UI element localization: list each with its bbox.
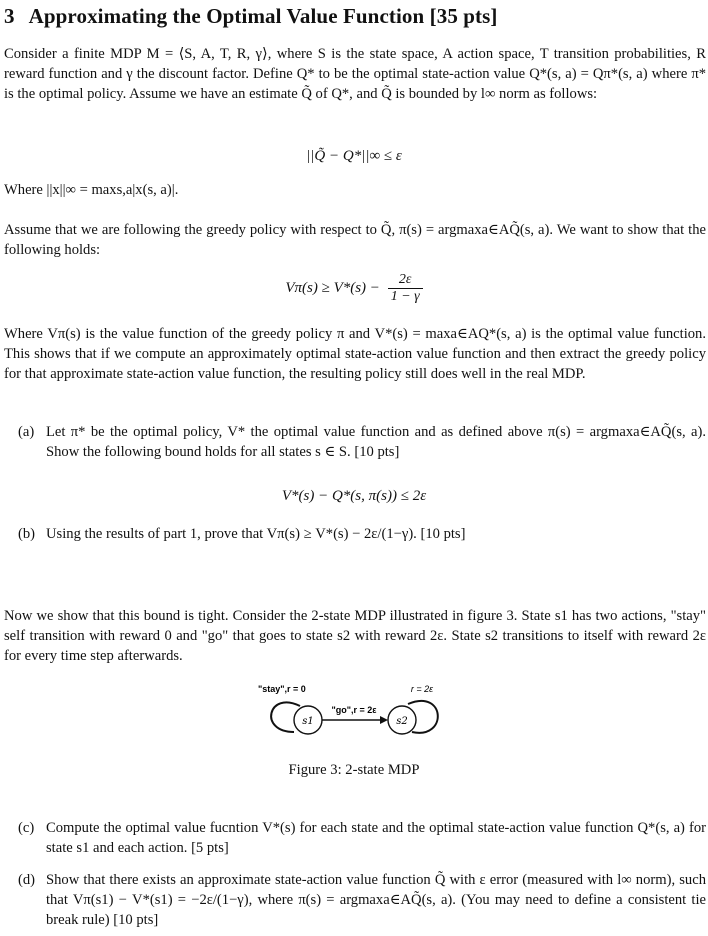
part-d (18, 870, 706, 930)
part-a-equation: V*(s) − Q*(s, π(s)) ≤ 2ε (281, 488, 427, 504)
stay-label: "stay",r = 0 (258, 684, 306, 694)
equation-main-lhs: Vπ(s) ≥ V*(s) − (285, 279, 380, 296)
section-title: Approximating the Optimal Value Function [35 pts] (28, 4, 498, 28)
tight-paragraph: Now we show that this bound is tight. Consider the 2-state MDP illustrated in figure 3. State s1 has two actions, "stay" self transition with reward 0 and "go" that goes to state s2 with reward 2ε. State s2 transitions to itself with reward 2ε for every time step afterwards. (4, 608, 706, 664)
where-paragraph: Where Vπ(s) is the value function of the greedy policy π and V*(s) = maxa∈AQ*(s, a) is the optimal value function. This shows that if we compute an approximately optimal state-action value function and then extract the greedy policy for that approximate state-action value function, the resulting policy still does well in the real MDP. (4, 326, 706, 382)
part-b (18, 524, 706, 544)
state-s2-label: s2 (396, 716, 408, 727)
state-s1-label: s1 (302, 716, 314, 727)
part-a-text: Let π* be the optimal policy, V* the optimal value function and as defined above π(s) = argmaxa∈AQ̃(s, a). Show the following bound holds for all states s ∈ S. [10 pts] (46, 424, 706, 460)
part-d-text: Show that there exists an approximate state-action value function Q̃ with ε error (measured with l∞ norm), such that Vπ(s1) − V*(s1) = −2ε/(1−γ), where π(s) = argmaxa∈AQ̃(s, a). (You may need to define a consistent tie break rule) [10 pts] (46, 872, 706, 928)
equation-main (0, 272, 708, 305)
go-label: "go",r = 2ε (331, 705, 377, 715)
equation-bound: ||Q̃ − Q*||∞ ≤ ε (306, 148, 402, 164)
section-heading (4, 4, 498, 29)
section-number: 3 (4, 4, 15, 28)
go-arrowhead (380, 716, 388, 724)
equation-main-fraction (388, 272, 423, 305)
fraction-numerator: 2ε (388, 272, 423, 289)
self-loop-label: r = 2ε (410, 684, 434, 694)
norm-definition: Where ||x||∞ = maxs,a|x(s, a)|. (4, 182, 179, 198)
part-b-text: Using the results of part 1, prove that Vπ(s) ≥ V*(s) − 2ε/(1−γ). [10 pts] (46, 526, 466, 542)
intro-paragraph: Consider a finite MDP M = ⟨S, A, T, R, γ⟩, where S is the state space, A action space, T transition probabilities, R reward function and γ the discount factor. Define Q* to be the optimal state-action value Q*(s, a) = Qπ*(s, a) where π* is the optimal policy. Assume we have an estimate Q̃ of Q*, and Q̃ is bounded by l∞ norm as follows: (4, 46, 706, 102)
figure-caption: Figure 3: 2-state MDP (288, 762, 420, 778)
part-b-label: (b) (18, 526, 36, 542)
part-c (18, 818, 706, 858)
part-c-text: Compute the optimal value fucntion V*(s) for each state and the optimal state-action value function Q*(s, a) for state s1 and each action. [5 pts] (46, 820, 706, 856)
mdp-diagram (250, 680, 450, 770)
part-a (18, 422, 706, 462)
part-a-label: (a) (18, 424, 35, 440)
fraction-denominator: 1 − γ (390, 289, 420, 304)
assume-paragraph: Assume that we are following the greedy policy with respect to Q̃, π(s) = argmaxa∈AQ̃(s, a). We want to show that the following holds: (4, 222, 706, 258)
part-d-label: (d) (18, 872, 36, 888)
part-c-label: (c) (18, 820, 35, 836)
